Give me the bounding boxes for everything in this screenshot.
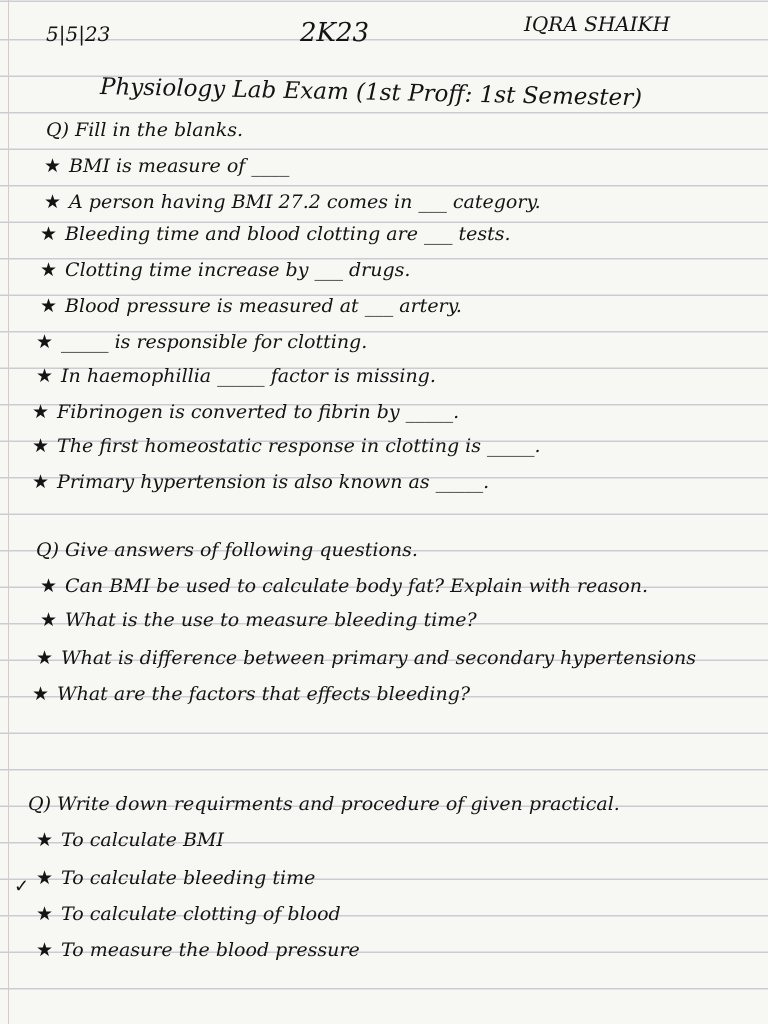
item-text: What are the factors that effects bleeding? xyxy=(57,683,471,705)
student-name: IQRA SHAIKH xyxy=(524,12,671,36)
list-item xyxy=(36,330,367,354)
date: 5|5|23 xyxy=(46,22,111,46)
star-bullet-icon: ★ xyxy=(36,903,54,925)
item-text: In haemophillia _____ factor is missing. xyxy=(61,365,436,387)
class-code: 2K23 xyxy=(300,18,370,48)
margin-line xyxy=(8,0,9,1024)
item-text: Primary hypertension is also known as _____. xyxy=(57,471,490,493)
list-item xyxy=(36,364,436,388)
item-text: A person having BMI 27.2 comes in ___ category. xyxy=(69,191,541,213)
item-text: What is the use to measure bleeding time? xyxy=(65,609,477,631)
list-item xyxy=(40,294,462,318)
item-text: Fibrinogen is converted to fibrin by _____. xyxy=(57,401,460,423)
star-bullet-icon: ★ xyxy=(32,401,50,423)
item-text: What is difference between primary and secondary hypertensions xyxy=(61,647,696,669)
list-item xyxy=(32,400,459,424)
list-item xyxy=(32,470,489,494)
star-bullet-icon: ★ xyxy=(32,471,50,493)
item-text: Blood pressure is measured at ___ artery. xyxy=(65,295,462,317)
section3-heading: Q) Write down requirments and procedure of given practical. xyxy=(28,793,620,815)
star-bullet-icon: ★ xyxy=(32,435,50,457)
item-text: _____ is responsible for clotting. xyxy=(61,331,368,353)
list-item xyxy=(36,828,224,852)
star-bullet-icon: ★ xyxy=(44,191,62,213)
star-bullet-icon: ★ xyxy=(44,155,62,177)
star-bullet-icon: ★ xyxy=(36,829,54,851)
section2-heading: Q) Give answers of following questions. xyxy=(36,539,418,561)
list-item xyxy=(36,866,315,890)
item-text: To calculate bleeding time xyxy=(61,867,316,889)
star-bullet-icon: ★ xyxy=(40,575,58,597)
item-text: Bleeding time and blood clotting are ___ tests. xyxy=(65,223,511,245)
star-bullet-icon: ★ xyxy=(40,223,58,245)
star-bullet-icon: ★ xyxy=(36,647,54,669)
list-item xyxy=(44,190,541,214)
list-item xyxy=(40,258,410,282)
list-item xyxy=(40,608,477,632)
star-bullet-icon: ★ xyxy=(40,295,58,317)
star-bullet-icon: ★ xyxy=(40,259,58,281)
list-item xyxy=(40,574,648,598)
check-mark-icon: ✓ xyxy=(14,876,30,897)
item-text: BMI is measure of ____ xyxy=(69,155,290,177)
star-bullet-icon: ★ xyxy=(36,365,54,387)
list-item xyxy=(36,646,696,670)
item-text: To measure the blood pressure xyxy=(61,939,360,961)
item-text: To calculate BMI xyxy=(61,829,224,851)
item-text: The first homeostatic response in clotting is _____. xyxy=(57,435,541,457)
star-bullet-icon: ★ xyxy=(32,683,50,705)
star-bullet-icon: ★ xyxy=(40,609,58,631)
list-item xyxy=(32,434,541,458)
item-text: Clotting time increase by ___ drugs. xyxy=(65,259,411,281)
star-bullet-icon: ★ xyxy=(36,939,54,961)
list-item xyxy=(44,154,289,178)
list-item xyxy=(36,938,360,962)
section1-heading: Q) Fill in the blanks. xyxy=(46,119,244,141)
item-text: To calculate clotting of blood xyxy=(61,903,341,925)
star-bullet-icon: ★ xyxy=(36,867,54,889)
list-item xyxy=(32,682,470,706)
star-bullet-icon: ★ xyxy=(36,331,54,353)
list-item xyxy=(40,222,511,246)
list-item xyxy=(36,902,341,926)
item-text: Can BMI be used to calculate body fat? Explain with reason. xyxy=(65,575,649,597)
exam-title: Physiology Lab Exam (1st Proff: 1st Semester) xyxy=(99,74,643,112)
